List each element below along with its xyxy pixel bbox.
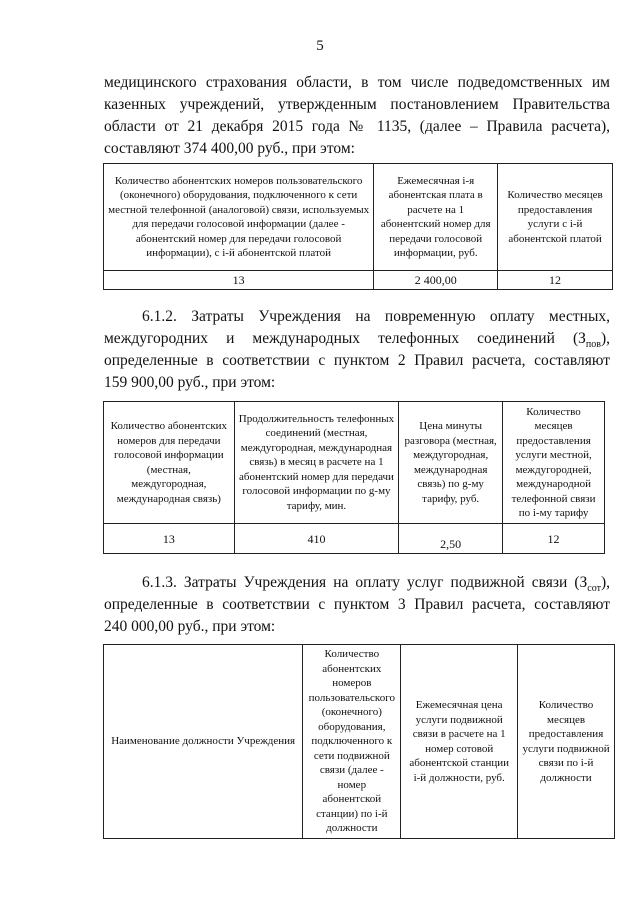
table-cell: 12 <box>498 271 613 290</box>
table-header-cell: Ежемесячная цена услуги подвижной связи в расчете на 1 номер сотовой абонентской станции i-й должности, руб. <box>401 645 518 839</box>
subscript-label: пов <box>585 339 601 351</box>
paragraph-text: междугородних и международных телефонных соединений (З <box>104 330 586 347</box>
table-call-duration <box>103 401 605 554</box>
table-subscription-fee <box>103 163 613 290</box>
paragraph-line: определенные в соответствии с пунктом 2 Правил расчета, составляют <box>104 352 610 369</box>
paragraph-line: области от 21 декабря 2015 года № 1135, (далее – Правила расчета), <box>104 118 610 135</box>
paragraph-6-1-2 <box>104 306 610 394</box>
table-cell: 13 <box>104 271 374 290</box>
paragraph-line <box>104 572 610 594</box>
paragraph-line <box>104 328 610 350</box>
table-header-row <box>104 645 615 839</box>
paragraph-line: 6.1.2. Затраты Учреждения на повременную оплату местных, <box>142 308 610 325</box>
table-cell: 410 <box>234 524 399 554</box>
table-mobile-services <box>103 644 615 839</box>
paragraph-line: определенные в соответствии с пунктом 3 Правил расчета, составляют <box>104 596 610 613</box>
paragraph-line: 159 900,00 руб., при этом: <box>104 374 276 391</box>
paragraph-text: ), <box>600 574 610 591</box>
table-cell: 2,50 <box>399 524 503 554</box>
table-header-cell: Количество абонентских номеров для передачи голосовой информации (местная, междугородная, международная связь) <box>104 402 235 524</box>
paragraph-line: медицинского страхования области, в том числе подведомственных им <box>104 74 610 91</box>
table-header-cell: Количество месяцев предоставления услуги местной, междугородней, международной телефонной связи по i-му тарифу <box>503 402 605 524</box>
table-row <box>104 271 613 290</box>
paragraph-text: ), <box>600 330 610 347</box>
paragraph-text: 6.1.3. Затраты Учреждения на оплату услуг подвижной связи (З <box>142 574 588 591</box>
table-header-cell: Количество месяцев предоставления услуги подвижной связи по i-й должности <box>518 645 615 839</box>
table-header-cell: Наименование должности Учреждения <box>104 645 303 839</box>
table-header-cell: Количество месяцев предоставления услуги с i-й абонентской платой <box>498 164 613 271</box>
table-header-cell: Количество абонентских номеров пользовательского (оконечного) оборудования, подключенного к сети подвижной связи (далее - номер абонентской станции) по i-й должности <box>303 645 401 839</box>
table-row <box>104 524 605 554</box>
paragraph-line: казенных учреждений, утвержденным постановлением Правительства <box>104 96 610 113</box>
table-cell: 2 400,00 <box>374 271 498 290</box>
paragraph-intro <box>104 72 610 160</box>
table-cell: 13 <box>104 524 235 554</box>
paragraph-line: 240 000,00 руб., при этом: <box>104 618 276 635</box>
table-header-cell: Продолжительность телефонных соединений (местная, междугородная, международная связь) в месяц в расчете на 1 абонентский номер для передачи голосовой информации по g-му тарифу, мин. <box>234 402 399 524</box>
table-header-cell: Количество абонентских номеров пользовательского (оконечного) оборудования, подключенного к сети местной телефонной (аналоговой) связи, используемых для передачи голосовой информации (далее - абонентский номер для передачи голосовой информации), с i-й абонентской платой <box>104 164 374 271</box>
subscript-label: сот <box>587 583 601 595</box>
table-header-row <box>104 402 605 524</box>
page-number: 5 <box>316 38 324 54</box>
paragraph-line: составляют 374 400,00 руб., при этом: <box>104 140 355 157</box>
table-cell: 12 <box>503 524 605 554</box>
paragraph-6-1-3 <box>104 572 610 638</box>
table-header-cell: Цена минуты разговора (местная, междугородная, международная связь) по g-му тарифу, руб. <box>399 402 503 524</box>
table-header-row <box>104 164 613 271</box>
table-header-cell: Ежемесячная i-я абонентская плата в расчете на 1 абонентский номер для передачи голосовой информации, руб. <box>374 164 498 271</box>
